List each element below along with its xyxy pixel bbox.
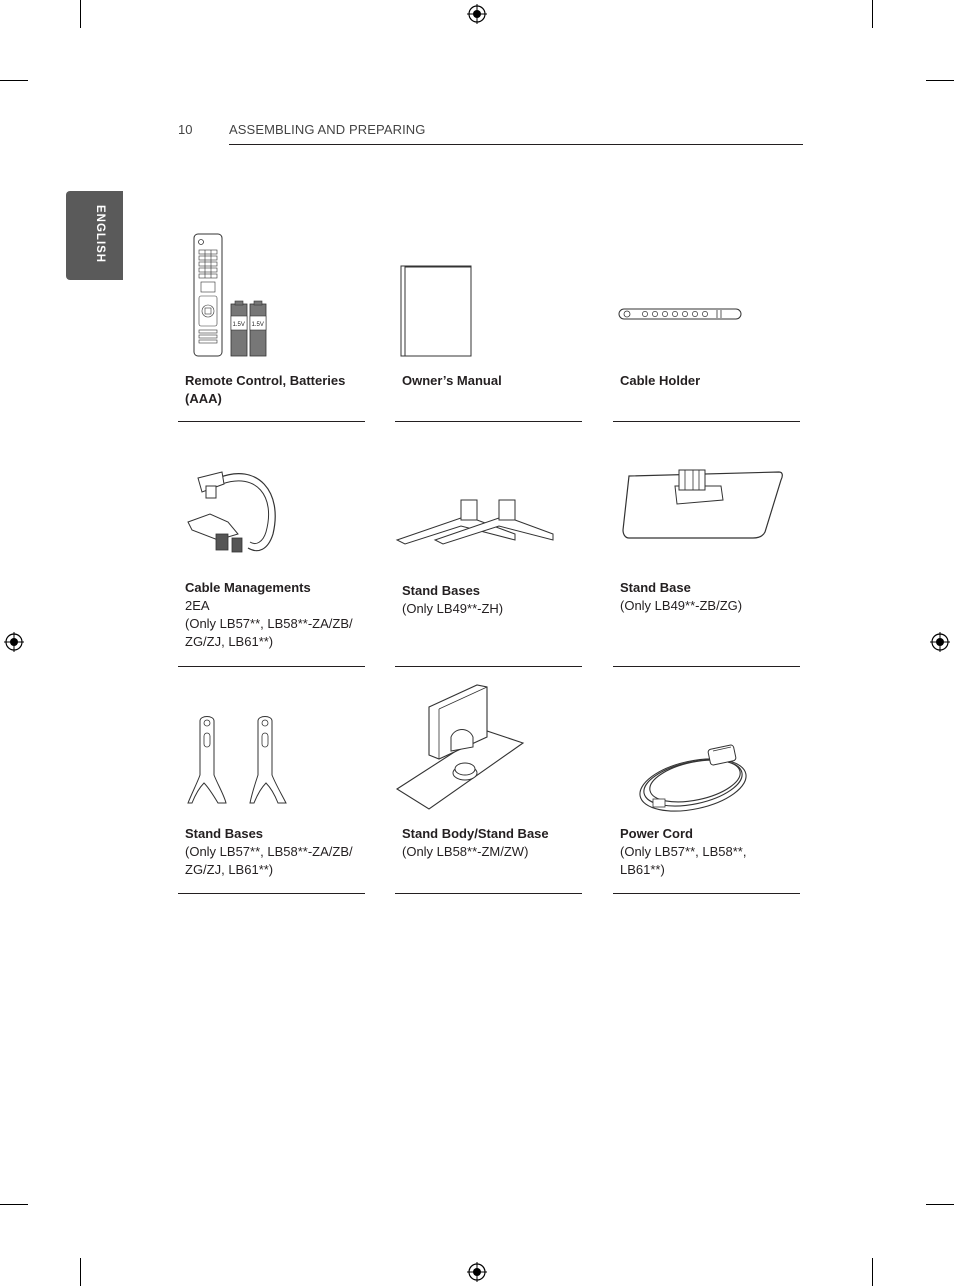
item-name: Power Cord xyxy=(620,826,693,841)
language-label: ENGLISH xyxy=(94,205,106,264)
crop-mark xyxy=(872,1258,873,1286)
item-stand-body-base xyxy=(395,667,582,894)
item-name: Remote Control, Batteries (AAA) xyxy=(185,373,346,406)
item-description: (Only LB49**-ZB/ZG) xyxy=(620,598,743,613)
page-header xyxy=(178,122,803,145)
item-description: 2EA (Only LB57**, LB58**-ZA/ZB/ ZG/ZJ, LB61**) xyxy=(185,598,353,649)
item-label xyxy=(620,825,798,879)
crop-mark xyxy=(926,1204,954,1205)
item-owners-manual xyxy=(395,230,582,422)
remote-control-icon xyxy=(178,230,365,360)
crop-mark xyxy=(80,1258,81,1286)
registration-mark-icon xyxy=(930,632,950,652)
cable-holder-icon xyxy=(613,230,800,360)
registration-mark-icon xyxy=(467,4,487,24)
stand-bases-icon xyxy=(395,422,582,572)
item-divider xyxy=(613,893,800,894)
item-stand-base-zb xyxy=(613,422,800,667)
crop-mark xyxy=(80,0,81,28)
item-remote-control xyxy=(178,230,365,422)
page-number: 10 xyxy=(178,122,193,137)
stand-base-icon xyxy=(613,422,800,572)
power-cord-icon xyxy=(613,667,800,812)
item-name: Cable Holder xyxy=(620,373,701,388)
item-description: (Only LB49**-ZH) xyxy=(402,601,504,616)
item-label xyxy=(185,372,363,408)
section-title: ASSEMBLING AND PREPARING xyxy=(229,122,426,137)
item-label xyxy=(620,579,798,615)
registration-mark-icon xyxy=(4,632,24,652)
item-divider xyxy=(178,893,365,894)
item-name: Cable Managements xyxy=(185,580,311,595)
registration-mark-icon xyxy=(467,1262,487,1282)
item-description: (Only LB57**, LB58**-ZA/ZB/ ZG/ZJ, LB61**) xyxy=(185,844,353,877)
item-label xyxy=(185,825,363,879)
item-stand-bases-zh xyxy=(395,422,582,667)
crop-mark xyxy=(0,1204,28,1205)
item-label xyxy=(402,825,580,861)
item-cable-holder xyxy=(613,230,800,422)
item-label xyxy=(402,582,580,618)
item-description: (Only LB57**, LB58**, LB61**) xyxy=(620,844,747,877)
item-label xyxy=(620,372,798,390)
item-name: Stand Base xyxy=(620,580,691,595)
item-name: Stand Body/Stand Base xyxy=(402,826,549,841)
item-label xyxy=(402,372,580,390)
item-divider xyxy=(395,893,582,894)
language-tab xyxy=(66,191,123,280)
cable-management-icon xyxy=(178,422,365,572)
item-label xyxy=(185,579,363,651)
crop-mark xyxy=(872,0,873,28)
stand-bases-icon xyxy=(178,667,365,812)
crop-mark xyxy=(0,80,28,81)
battery-label: 1.5V xyxy=(232,322,245,328)
item-stand-bases-za xyxy=(178,667,365,894)
item-description: (Only LB58**-ZM/ZW) xyxy=(402,844,529,859)
item-cable-managements xyxy=(178,422,365,667)
battery-label: 1.5V xyxy=(251,322,264,328)
item-name: Owner’s Manual xyxy=(402,373,502,388)
stand-body-base-icon xyxy=(395,667,582,812)
item-name: Stand Bases xyxy=(185,826,264,841)
crop-mark xyxy=(926,80,954,81)
item-power-cord xyxy=(613,667,800,894)
item-name: Stand Bases xyxy=(402,583,481,598)
manual-book-icon xyxy=(395,230,582,360)
header-divider xyxy=(229,144,803,145)
